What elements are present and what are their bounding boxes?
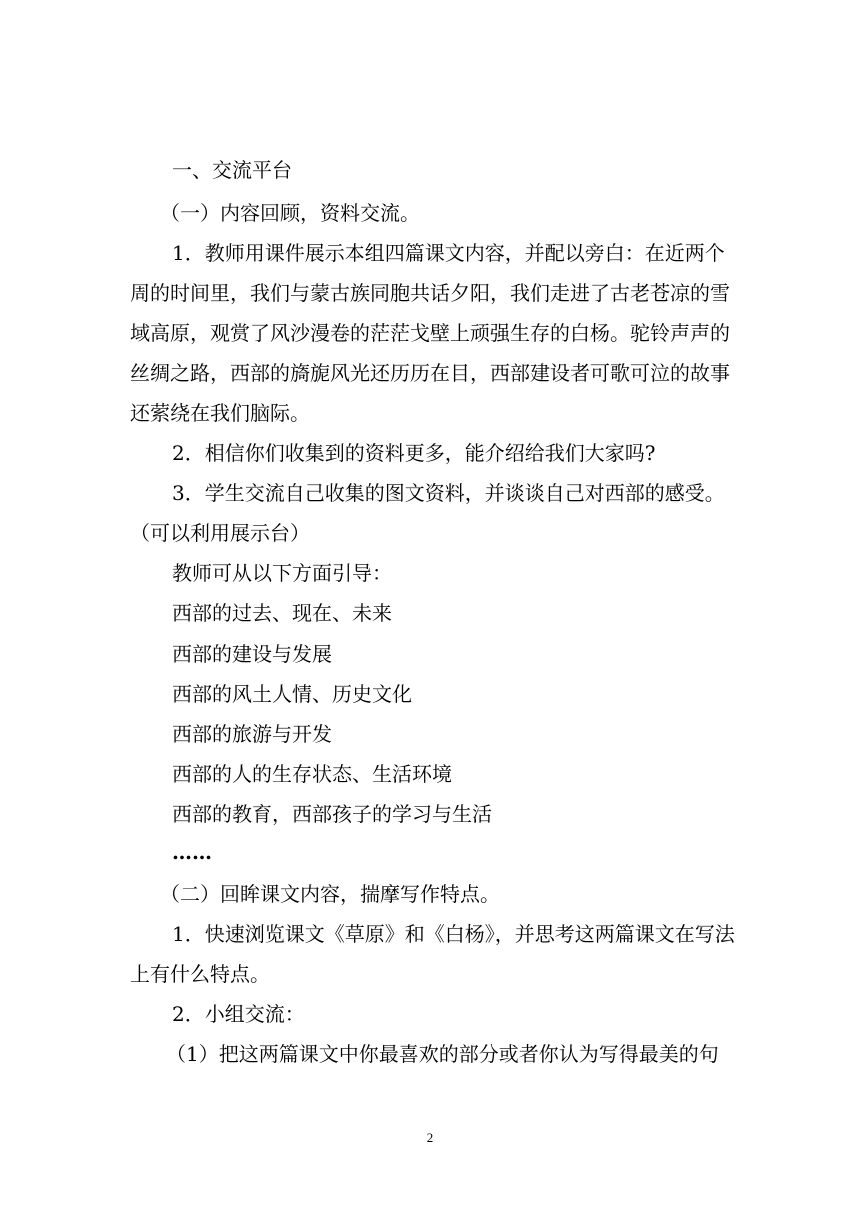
list-item: 西部的过去、现在、未来 [172, 601, 392, 625]
list-item: 西部的风土人情、历史文化 [172, 682, 412, 706]
paragraph-line: 2．小组交流： [172, 1002, 305, 1026]
paragraph-line: 周的时间里，我们与蒙古族同胞共话夕阳，我们走进了古老苍凉的雪 [130, 281, 730, 305]
list-item: 西部的建设与发展 [172, 642, 332, 666]
page-number: 2 [426, 1130, 434, 1145]
paragraph-line: （1）把这两篇课文中你最喜欢的部分或者你认为写得最美的句 [166, 1042, 719, 1066]
paragraph-line: 还萦绕在我们脑际。 [130, 401, 310, 425]
subsection-heading: （一）内容回顾，资料交流。 [160, 201, 420, 225]
paragraph-line: 1．快速浏览课文《草原》和《白杨》，并思考这两篇课文在写法 [172, 922, 735, 946]
paragraph-line: 教师可从以下方面引导： [172, 561, 392, 585]
list-item: 西部的教育，西部孩子的学习与生活 [172, 802, 492, 826]
subsection-heading: （二）回眸课文内容，揣摩写作特点。 [160, 882, 500, 906]
section-heading: 一、交流平台 [172, 158, 292, 182]
list-item: 西部的旅游与开发 [172, 722, 332, 746]
paragraph-line: （可以利用展示台） [130, 521, 310, 545]
list-ellipsis: …… [172, 840, 212, 864]
paragraph-line: 3．学生交流自己收集的图文资料，并谈谈自己对西部的感受。 [172, 481, 725, 505]
paragraph-line: 丝绸之路，西部的旖旎风光还历历在目，西部建设者可歌可泣的故事 [130, 361, 730, 385]
paragraph-line: 域高原，观赏了风沙漫卷的茫茫戈壁上顽强生存的白杨。驼铃声声的 [130, 321, 730, 345]
paragraph-line: 2．相信你们收集到的资料更多，能介绍给我们大家吗? [172, 441, 656, 465]
paragraph-line: 上有什么特点。 [130, 962, 270, 986]
paragraph-line: 1．教师用课件展示本组四篇课文内容，并配以旁白：在近两个 [172, 241, 725, 265]
list-item: 西部的人的生存状态、生活环境 [172, 762, 452, 786]
